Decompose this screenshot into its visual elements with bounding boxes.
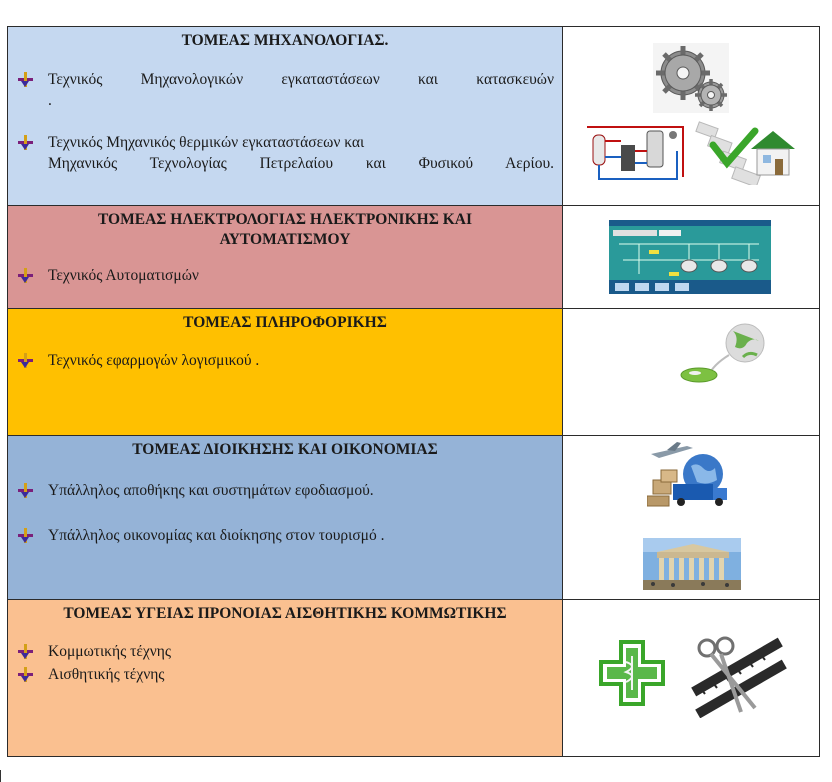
sector-row-informatics [8,309,820,436]
list-item-text: Αισθητικής τέχνης [48,666,165,683]
scada-screen-icon [609,220,771,294]
bullet-arrow-icon [18,268,33,283]
list-item [48,664,554,685]
logistics-globe-icon [647,440,735,508]
list-item [48,69,554,111]
sector-text-cell [8,27,563,206]
sector-text-cell [8,436,563,600]
house-checkmark-icon [693,119,799,185]
sector-items [8,480,562,546]
sector-title-line: ΤΟΜΕΑΣ ΗΛΕΚΤΡΟΛΟΓΙΑΣ ΗΛΕΚΤΡΟΝΙΚΗΣ ΚΑΙ [98,211,472,228]
heating-installation-icon [587,121,689,185]
sector-text-cell [8,600,563,757]
bullet-arrow-icon [18,353,33,368]
sector-items [8,641,562,685]
bullet-arrow-icon [18,528,33,543]
list-item [48,525,554,546]
sector-items [8,69,562,174]
bullet-arrow-icon [18,483,33,498]
sector-items [8,350,562,371]
list-item-text: Τεχνικός εφαρμογών λογισμικού . [48,352,260,369]
sector-title: ΤΟΜΕΑΣ ΔΙΟΙΚΗΣΗΣ ΚΑΙ ΟΙΚΟΝΟΜΙΑΣ [132,441,438,458]
sector-image-cell [563,27,820,206]
sector-title: ΤΟΜΕΑΣ ΥΓΕΙΑΣ ΠΡΟΝΟΙΑΣ ΑΙΣΘΗΤΙΚΗΣ ΚΟΜΜΩΤΙΚΗΣ [63,605,507,622]
list-item-text: Τεχνικός Μηχανολογικών εγκαταστάσεων και κατασκευών [48,71,554,88]
hairdresser-tools-icon [677,634,797,718]
sector-image-cell [563,206,820,309]
sector-row-electrical [8,206,820,309]
list-item-text: Τεχνικός Αυτοματισμών [48,267,199,284]
list-item-text: Μηχανικός Τεχνολογίας Πετρελαίου και Φυσικού Αερίου. [48,155,554,172]
sector-image-cell [563,436,820,600]
sector-title-line: ΑΥΤΟΜΑΤΙΣΜΟΥ [219,231,351,248]
bullet-arrow-icon [18,667,33,682]
parthenon-icon [643,538,741,590]
list-item-text: Κομμωτικής τέχνης [48,643,171,660]
sector-text-cell [8,206,563,309]
bullet-arrow-icon [18,72,33,87]
gears-icon [653,43,729,113]
sectors-document [7,26,819,757]
sector-row-administration [8,436,820,600]
sectors-table [7,26,820,757]
list-item-text: Υπάλληλος οικονομίας και διοίκησης στον τουρισμό . [48,527,385,544]
sector-text-cell [8,309,563,436]
list-item [48,265,554,286]
list-item-text: Τεχνικός Μηχανικός θερμικών εγκαταστάσεων και [48,134,365,151]
list-item [48,641,554,662]
bullet-arrow-icon [18,135,33,150]
sector-title: ΤΟΜΕΑΣ ΠΛΗΡΟΦΟΡΙΚΗΣ [183,314,387,331]
sector-image-cell [563,309,820,436]
sector-row-mechanical [8,27,820,206]
list-item-text: Υπάλληλος αποθήκης και συστημάτων εφοδιασμού. [48,482,374,499]
list-item [48,350,554,371]
sector-title: ΤΟΜΕΑΣ ΜΗΧΑΝΟΛΟΓΙΑΣ. [181,32,389,49]
list-item [48,480,554,501]
bullet-arrow-icon [18,644,33,659]
sector-title [8,206,562,250]
list-item [48,132,554,174]
sector-items [8,265,562,286]
globe-mouse-icon [673,321,773,385]
page-edge-mark [0,770,1,782]
sector-row-health [8,600,820,757]
list-item-text: . [48,92,52,109]
sector-image-cell [563,600,820,757]
pharmacy-cross-icon [599,640,665,706]
